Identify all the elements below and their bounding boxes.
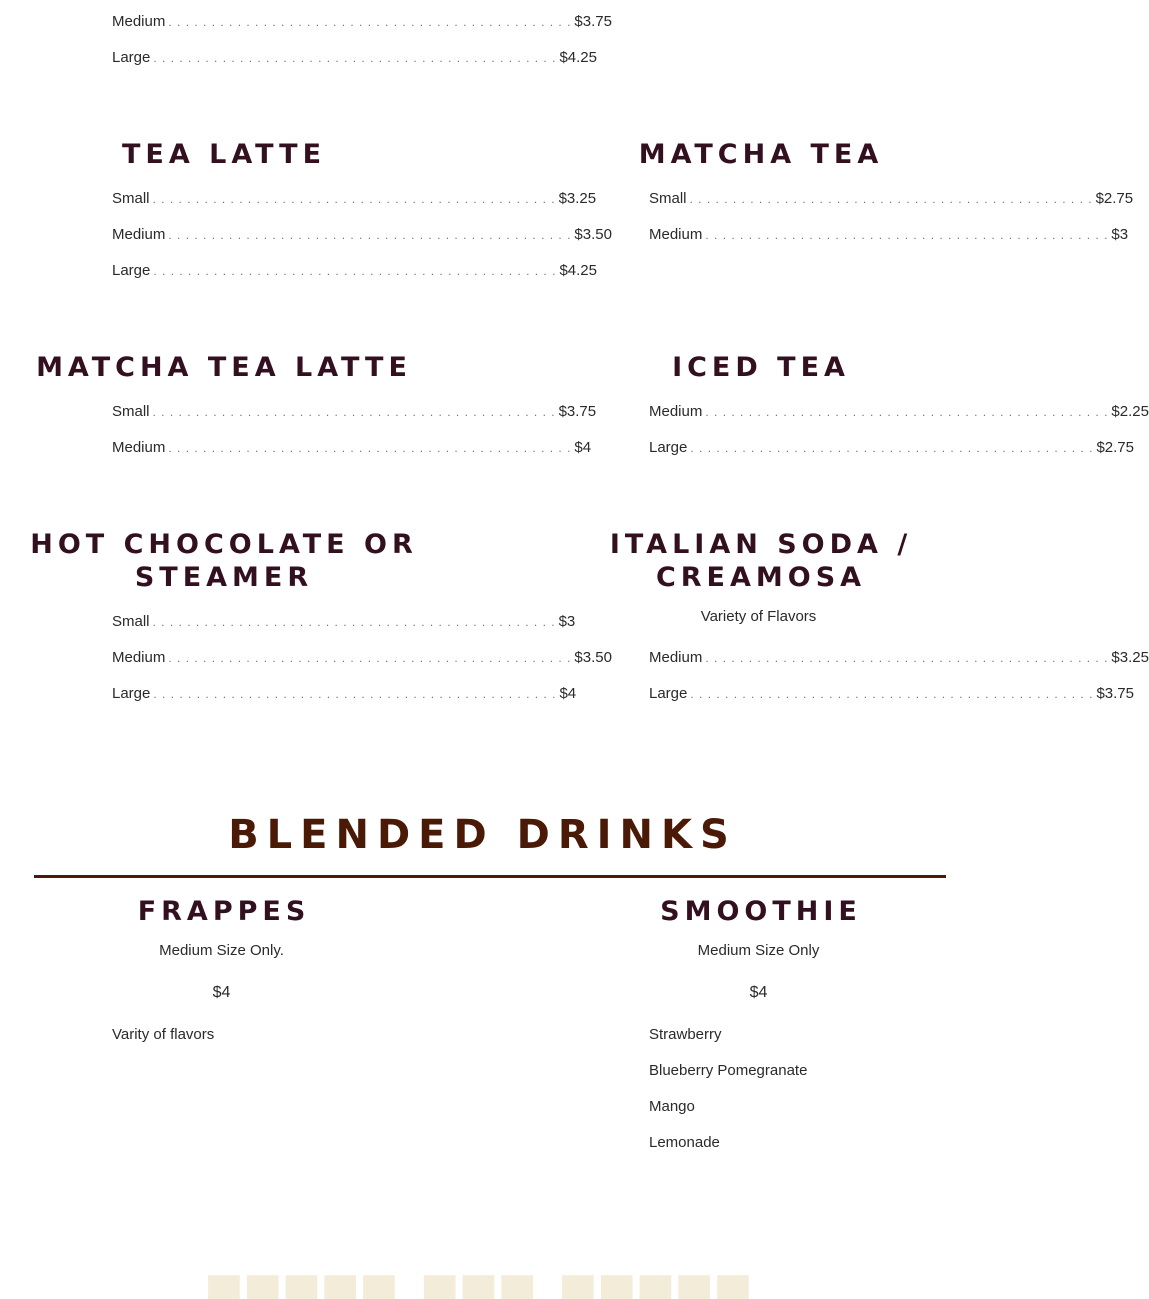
price-row <box>649 648 1149 668</box>
size-label: Large <box>649 685 688 702</box>
dot-leader <box>690 438 1093 458</box>
price-value: $4 <box>749 984 768 1001</box>
price-value: $4 <box>559 685 577 702</box>
size-label: Medium <box>112 13 166 30</box>
dot-leader <box>168 438 571 458</box>
price-value: $3.25 <box>558 190 597 207</box>
section-title <box>537 528 980 594</box>
dot-leader <box>705 648 1108 668</box>
price-row <box>649 402 1149 422</box>
cut-off-next-heading <box>0 1253 965 1299</box>
size-label: Medium <box>112 649 166 666</box>
dot-leader <box>153 684 556 704</box>
section-note: Medium Size Only. <box>159 942 284 959</box>
price-row <box>112 12 612 32</box>
menu-section-frappes <box>0 895 443 1065</box>
menu-section-matcha-tea <box>537 138 1134 288</box>
size-label: Large <box>649 439 688 456</box>
price-row <box>649 225 1129 245</box>
section-title: MATCHA TEA <box>638 139 884 170</box>
dot-leader <box>168 225 571 245</box>
price-row <box>112 402 597 422</box>
section-title: MATCHA TEA LATTE <box>36 352 412 383</box>
section-title <box>0 528 443 594</box>
size-label: Small <box>112 403 150 420</box>
price-row <box>112 225 612 245</box>
menu-section-hot-chocolate <box>0 528 612 728</box>
price-value: $4.25 <box>559 49 597 66</box>
cut-off-heading-shape: ▄▄▄▄▄ ▄▄▄ ▄▄▄▄▄ <box>208 1253 757 1299</box>
menu-section-italian-soda <box>537 528 1149 728</box>
section-title: SMOOTHIE <box>660 896 862 927</box>
price-row <box>649 684 1134 704</box>
price-value: $3.75 <box>558 403 597 420</box>
flavor-item: Lemonade <box>649 1134 720 1151</box>
price-row <box>649 438 1134 458</box>
price-value: $4 <box>574 439 592 456</box>
dot-leader <box>168 12 571 32</box>
size-label: Medium <box>649 649 703 666</box>
size-label: Medium <box>649 226 703 243</box>
size-label: Small <box>112 613 150 630</box>
price-row <box>112 261 597 281</box>
size-label: Large <box>112 262 151 279</box>
dot-leader <box>168 648 571 668</box>
price-value: $4.25 <box>559 262 597 279</box>
flavor-note: Varity of flavors <box>112 1026 215 1043</box>
menu-section-smoothie <box>537 895 980 1165</box>
price-row <box>112 612 576 632</box>
price-row <box>649 189 1134 209</box>
size-label: Medium <box>112 439 166 456</box>
price-row <box>112 48 597 68</box>
size-label: Medium <box>112 226 166 243</box>
price-value: $2.25 <box>1111 403 1149 420</box>
section-title: ICED TEA <box>672 352 850 383</box>
menu-section-top <box>0 0 612 80</box>
dot-leader <box>153 402 556 422</box>
price-value: $4 <box>212 984 231 1001</box>
flavor-item: Strawberry <box>649 1026 722 1043</box>
dot-leader <box>690 684 1093 704</box>
price-value: $3 <box>1111 226 1129 243</box>
price-row <box>112 684 577 704</box>
price-row <box>112 438 592 458</box>
flavor-item: Mango <box>649 1098 695 1115</box>
section-title-line: CREAMOSA <box>655 562 867 593</box>
section-divider <box>34 875 946 878</box>
section-title: TEA LATTE <box>121 139 327 170</box>
flavor-item: Blueberry Pomegranate <box>649 1062 808 1079</box>
section-title-line: HOT CHOCOLATE OR <box>30 529 418 560</box>
price-value: $3.25 <box>1111 649 1149 666</box>
dot-leader <box>690 189 1093 209</box>
price-value: $3.75 <box>574 13 612 30</box>
size-label: Small <box>649 190 687 207</box>
price-value: $2.75 <box>1096 439 1134 456</box>
size-label: Large <box>112 685 151 702</box>
section-title: FRAPPES <box>137 896 311 927</box>
price-value: $3.75 <box>1096 685 1134 702</box>
dot-leader <box>153 612 556 632</box>
price-value: $3.50 <box>574 649 612 666</box>
size-label: Large <box>112 49 151 66</box>
menu-section-iced-tea <box>537 351 1149 471</box>
dot-leader <box>153 189 556 209</box>
price-value: $2.75 <box>1095 190 1134 207</box>
price-value: $3 <box>558 613 576 630</box>
menu-section-tea-latte <box>0 138 612 288</box>
price-row <box>112 648 612 668</box>
price-row <box>112 189 597 209</box>
size-label: Medium <box>649 403 703 420</box>
price-value: $3.50 <box>574 226 612 243</box>
size-label: Small <box>112 190 150 207</box>
section-title-line: STEAMER <box>134 562 314 593</box>
section-title-line: ITALIAN SODA / <box>609 529 913 560</box>
section-heading-blended-drinks: BLENDED DRINKS <box>228 812 737 858</box>
menu-section-matcha-tea-latte <box>0 351 597 471</box>
dot-leader <box>705 402 1108 422</box>
dot-leader <box>153 48 556 68</box>
section-note: Medium Size Only <box>697 942 820 959</box>
dot-leader <box>705 225 1108 245</box>
dot-leader <box>153 261 556 281</box>
section-note: Variety of Flavors <box>700 608 817 625</box>
